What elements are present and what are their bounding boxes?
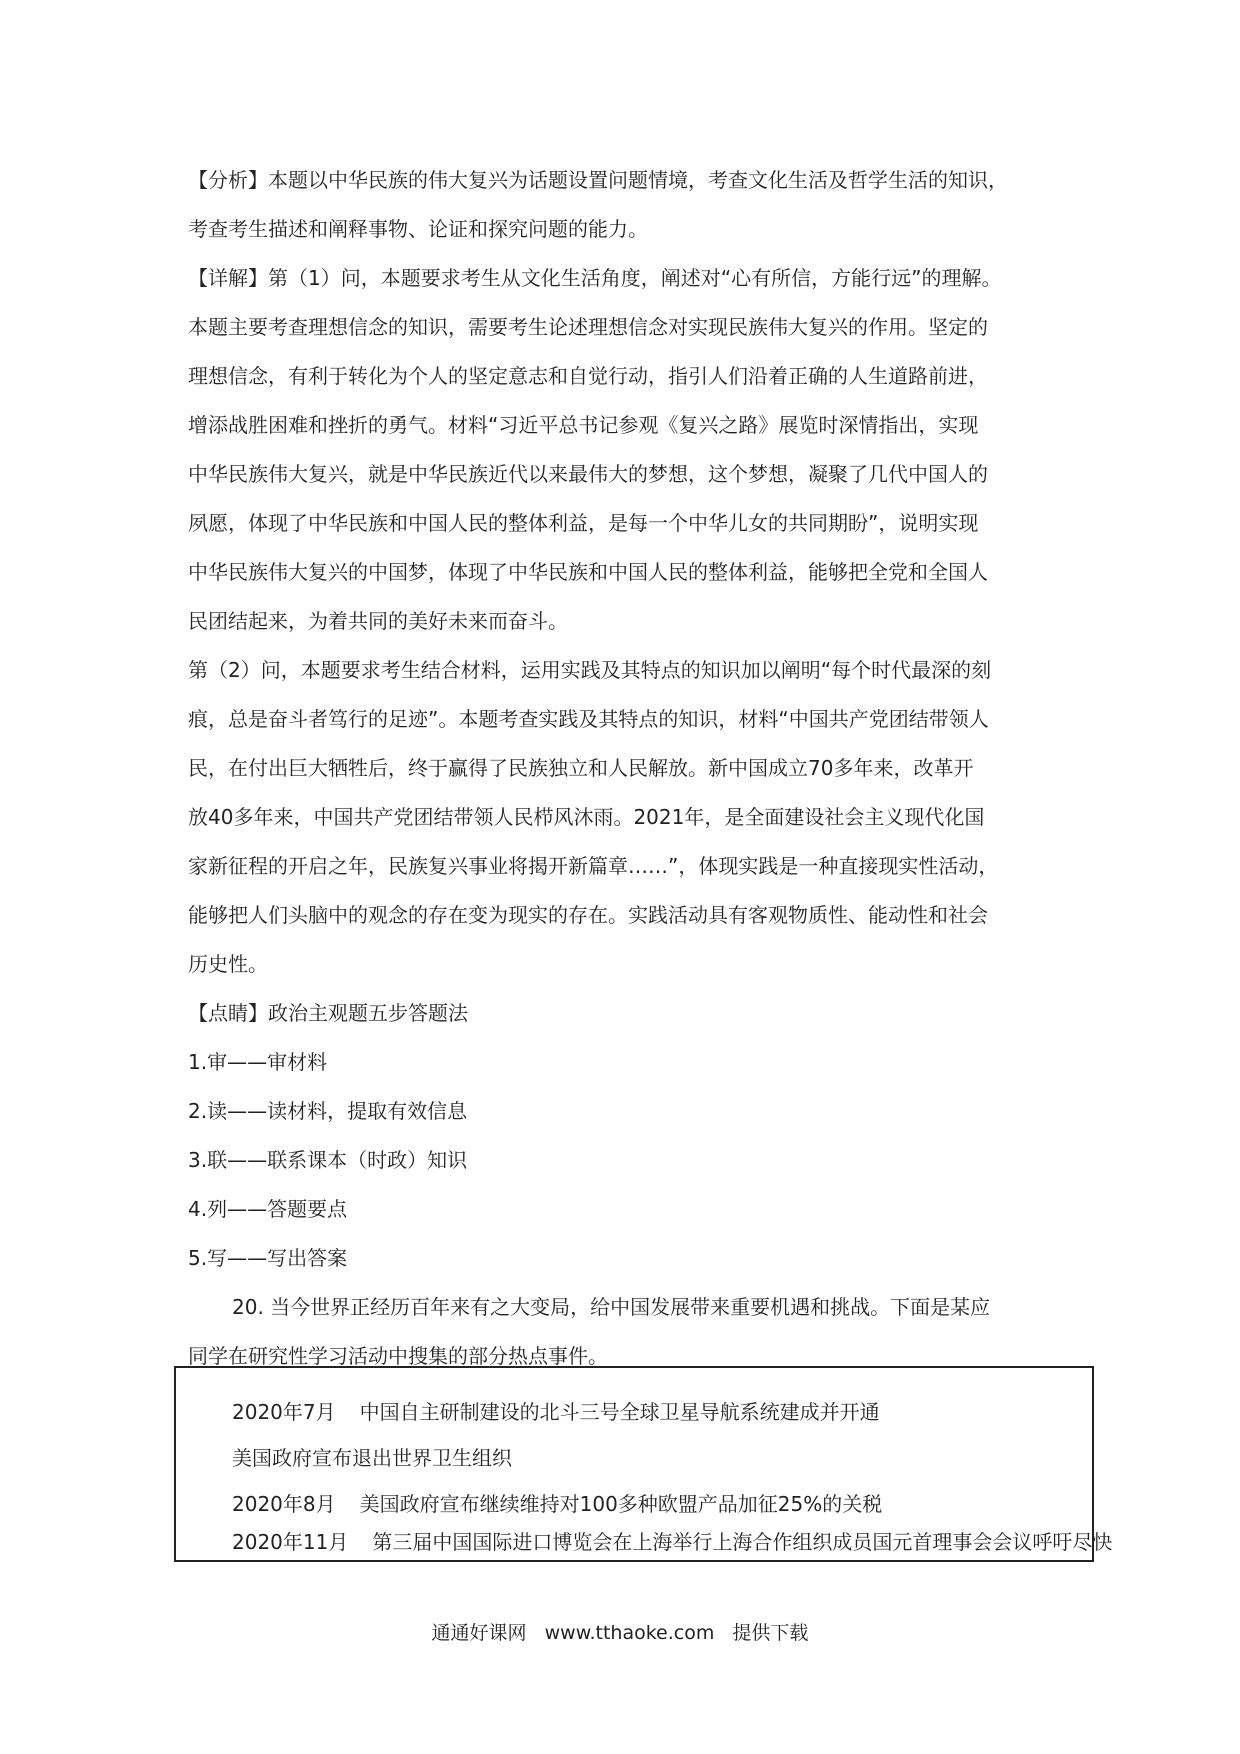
detail-line: 历史性。 (188, 952, 268, 976)
hot-events-box (174, 1366, 1113, 1562)
detail-line: 中华民族伟大复兴，就是中华民族近代以来最伟大的梦想，这个梦想，凝聚了几代中国人的 (188, 462, 988, 486)
detail-line: 放40多年来，中国共产党团结带领人民栉风沐雨。2021年，是全面建设社会主义现代化国 (188, 805, 985, 829)
tip-step: 2.读——读材料，提取有效信息 (188, 1099, 468, 1123)
analysis-line: 【分析】本题以中华民族的伟大复兴为话题设置问题情境，考查文化生活及哲学生活的知识， (188, 168, 1008, 192)
detail-line: 夙愿，体现了中华民族和中国人民的整体利益，是每一个中华儿女的共同期盼”，说明实现 (188, 511, 979, 535)
event-item (232, 1444, 512, 1472)
question-20-line: 同学在研究性学习活动中搜集的部分热点事件。 (188, 1344, 608, 1368)
analysis-line: 考查考生描述和阐释事物、论证和探究问题的能力。 (188, 217, 648, 241)
footer-watermark (0, 1620, 1240, 1646)
main-text (188, 156, 1052, 1381)
footer-url[interactable]: www.tthaoke.com (544, 1622, 715, 1644)
event-date: 2020年8月 (232, 1492, 336, 1516)
footer-site-name: 通通好课网 (431, 1622, 527, 1644)
detail-line: 第（2）问，本题要求考生结合材料，运用实践及其特点的知识加以阐明“每个时代最深的刻 (188, 658, 992, 682)
detail-line: 本题主要考查理想信念的知识，需要考生论述理想信念对实现民族伟大复兴的作用。坚定的 (188, 315, 988, 339)
tip-step: 5.写——写出答案 (188, 1246, 348, 1270)
question-20-line: 20. 当今世界正经历百年来有之大变局，给中国发展带来重要机遇和挑战。下面是某应 (232, 1295, 991, 1319)
event-item (232, 1528, 1112, 1556)
event-date: 2020年7月 (232, 1400, 336, 1424)
event-text: 美国政府宣布退出世界卫生组织 (232, 1446, 512, 1470)
tip-heading: 【点睛】政治主观题五步答题法 (188, 1001, 468, 1025)
detail-line: 理想信念，有利于转化为个人的坚定意志和自觉行动，指引人们沿着正确的人生道路前进， (188, 364, 988, 388)
event-text: 美国政府宣布继续维持对100多种欧盟产品加征25%的关税 (359, 1492, 883, 1516)
event-date: 2020年11月 (232, 1530, 349, 1554)
detail-line: 民团结起来，为着共同的美好未来而奋斗。 (188, 609, 568, 633)
detail-line: 痕，总是奋斗者笃行的足迹”。本题考查实践及其特点的知识，材料“中国共产党团结带领人 (188, 707, 989, 731)
detail-line: 家新征程的开启之年，民族复兴事业将揭开新篇章……”，体现实践是一种直接现实性活动， (188, 854, 999, 878)
detail-line: 中华民族伟大复兴的中国梦，体现了中华民族和中国人民的整体利益，能够把全党和全国人 (188, 560, 988, 584)
event-item (232, 1398, 880, 1426)
tip-step: 4.列——答题要点 (188, 1197, 348, 1221)
detail-line: 【详解】第（1）问，本题要求考生从文化生活角度，阐述对“心有所信，方能行远”的理解。 (188, 266, 1002, 290)
detail-line: 增添战胜困难和挫折的勇气。材料“习近平总书记参观《复兴之路》展览时深情指出，实现 (188, 413, 979, 437)
detail-line: 能够把人们头脑中的观念的存在变为现实的存在。实践活动具有客观物质性、能动性和社会 (188, 903, 988, 927)
tip-step: 1.审——审材料 (188, 1050, 328, 1074)
event-text: 中国自主研制建设的北斗三号全球卫星导航系统建成并开通 (359, 1400, 880, 1424)
footer-suffix: 提供下载 (732, 1622, 809, 1644)
event-item (232, 1490, 882, 1518)
tip-step: 3.联——联系课本（时政）知识 (188, 1148, 468, 1172)
detail-line: 民，在付出巨大牺牲后，终于赢得了民族独立和人民解放。新中国成立70多年来，改革开 (188, 756, 974, 780)
event-text: 第三届中国国际进口博览会在上海举行上海合作组织成员国元首理事会会议呼吁尽快 (372, 1530, 1113, 1554)
